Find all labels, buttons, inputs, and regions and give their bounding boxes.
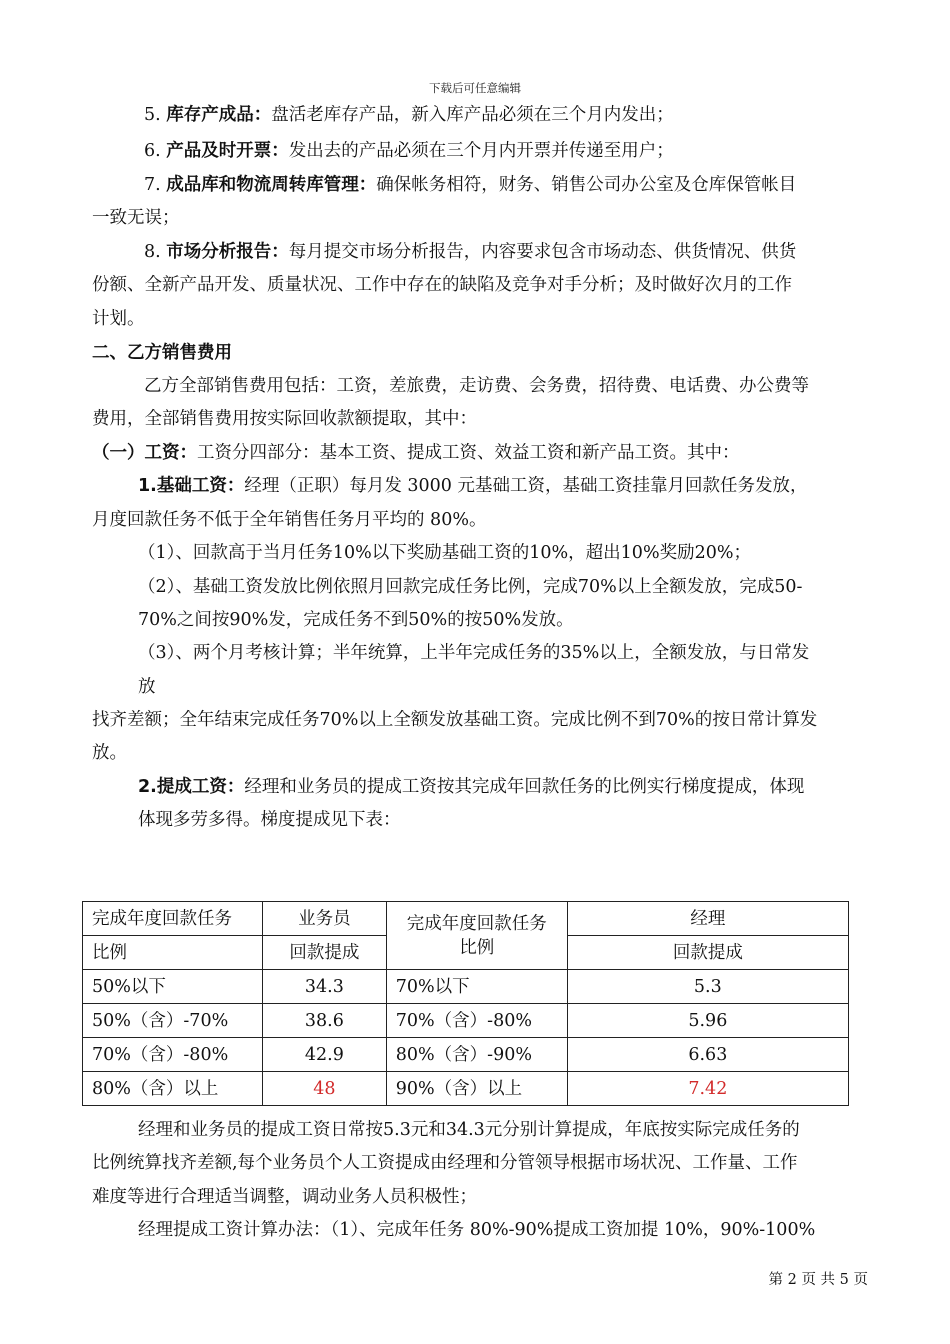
base-rule-3-continuation-3: 放。: [92, 743, 127, 763]
base-rule-3: （3）、两个月考核计算；半年统算，上半年完成任务的35%以上，全额发放，与日常发: [138, 643, 810, 663]
manager-ratio-cell: 70%以下: [386, 970, 567, 1004]
table-header-ratio-2-line-1: 完成年度回款任务: [406, 913, 547, 934]
wage-line: [92, 441, 740, 465]
item-title: 库存产成品：: [166, 105, 272, 125]
section-intro-continuation: 费用，全部销售费用按实际回收款额提取，其中：: [92, 409, 477, 429]
table-row: [83, 1072, 849, 1106]
table-header-manager-sub: 回款提成: [567, 936, 848, 970]
item-8: [144, 240, 796, 264]
item-8-continuation: 份额、全新产品开发、质量状况、工作中存在的缺陷及竞争对手分析；及时做好次月的工作: [92, 275, 792, 295]
manager-calc-line: 经理提成工资计算办法：（1）、完成年任务 80%-90%提成工资加提 10%，90%-100%: [138, 1220, 816, 1240]
item-8-continuation-2: 计划。: [92, 309, 145, 329]
table-header-row: [83, 902, 849, 936]
table-header-ratio-continuation: 比例: [83, 936, 263, 970]
commission-table: [82, 901, 849, 1106]
manager-value-cell: 5.3: [567, 970, 848, 1004]
base-rule-2: （2）、基础工资发放比例依照月回款完成任务比例，完成70%以上全额发放，完成50-: [138, 577, 803, 597]
base-rule-3-continuation: 放: [138, 677, 156, 697]
after-paragraph-continuation-2: 难度等进行合理适当调整，调动业务人员积极性；: [92, 1187, 477, 1207]
table-row: [83, 1004, 849, 1038]
base-wage-line: [138, 474, 808, 498]
manager-value-cell: 5.96: [567, 1004, 848, 1038]
staff-value-cell: 42.9: [262, 1038, 386, 1072]
base-rule-3-continuation-2: 找齐差额；全年结束完成任务70%以上全额发放基础工资。完成比例不到70%的按日常计算发: [92, 710, 818, 730]
item-number: 6.: [144, 141, 167, 161]
manager-value-cell-highlight: 7.42: [567, 1072, 848, 1106]
staff-ratio-cell: 50%（含）-70%: [83, 1004, 263, 1038]
table-row: [83, 970, 849, 1004]
staff-value-cell: 38.6: [262, 1004, 386, 1038]
item-number: 8.: [144, 242, 167, 262]
manager-ratio-cell: 80%（含）-90%: [386, 1038, 567, 1072]
staff-ratio-cell: 80%（含）以上: [83, 1072, 263, 1106]
item-text: 盘活老库存产品，新入库产品必须在三个月内发出；: [271, 105, 674, 125]
wage-text: 工资分四部分：基本工资、提成工资、效益工资和新产品工资。其中：: [197, 443, 740, 463]
item-number: 5.: [144, 105, 167, 125]
table-header-staff-sub: 回款提成: [262, 936, 386, 970]
wage-title: （一）工资：: [92, 443, 197, 463]
after-paragraph-continuation: 比例统算找齐差额,每个业务员个人工资提成由经理和分管领导根据市场状况、工作量、工作: [92, 1153, 798, 1173]
base-rule-2-continuation: 70%之间按90%发，完成任务不到50%的按50%发放。: [138, 610, 574, 630]
item-text: 发出去的产品必须在三个月内开票并传递至用户；: [288, 141, 674, 161]
base-rule-1: （1）、回款高于当月任务10%以下奖励基础工资的10%，超出10%奖励20%；: [138, 543, 751, 563]
commission-text: 经理和业务员的提成工资按其完成年回款任务的比例实行梯度提成，体现: [244, 777, 805, 797]
item-title: 产品及时开票：: [166, 141, 289, 161]
staff-ratio-cell: 70%（含）-80%: [83, 1038, 263, 1072]
item-title: 市场分析报告：: [166, 242, 289, 262]
item-7: [144, 173, 796, 197]
base-wage-continuation: 月度回款任务不低于全年销售任务月平均的 80%。: [92, 510, 487, 530]
item-text: 确保帐务相符，财务、销售公司办公室及仓库保管帐目: [376, 175, 797, 195]
table-row: [83, 1038, 849, 1072]
staff-value-cell-highlight: 48: [262, 1072, 386, 1106]
manager-ratio-cell: 90%（含）以上: [386, 1072, 567, 1106]
section-heading: 二、乙方销售费用: [92, 343, 232, 363]
after-paragraph: 经理和业务员的提成工资日常按5.3元和34.3元分别计算提成，年底按实际完成任务的: [138, 1120, 800, 1140]
table-header-manager: 经理: [567, 902, 848, 936]
item-number: 7.: [144, 175, 167, 195]
commission-line: [138, 775, 804, 799]
item-title: 成品库和物流周转库管理：: [166, 175, 377, 195]
item-7-continuation: 一致无误；: [92, 208, 180, 228]
page-header: 下载后可任意编辑: [429, 81, 521, 95]
staff-value-cell: 34.3: [262, 970, 386, 1004]
table-header-ratio-2: [386, 902, 567, 970]
commission-continuation: 体现多劳多得。梯度提成见下表：: [138, 810, 401, 830]
page-number-footer: 第 2 页 共 5 页: [768, 1272, 868, 1288]
manager-ratio-cell: 70%（含）-80%: [386, 1004, 567, 1038]
item-text: 每月提交市场分析报告，内容要求包含市场动态、供货情况、供货: [288, 242, 797, 262]
base-wage-title: 1.基础工资：: [138, 476, 245, 496]
staff-ratio-cell: 50%以下: [83, 970, 263, 1004]
table-header-ratio-2-line-2: 比例: [459, 937, 495, 958]
commission-title: 2.提成工资：: [138, 777, 245, 797]
table-header-staff: 业务员: [262, 902, 386, 936]
base-wage-text: 经理（正职）每月发 3000 元基础工资，基础工资挂靠月回款任务发放，: [244, 476, 808, 496]
section-intro: 乙方全部销售费用包括：工资，差旅费，走访费、会务费，招待费、电话费、办公费等: [144, 376, 809, 396]
item-6: [144, 139, 674, 163]
table-header-ratio: 完成年度回款任务: [83, 902, 263, 936]
manager-value-cell: 6.63: [567, 1038, 848, 1072]
item-5: [144, 103, 674, 127]
